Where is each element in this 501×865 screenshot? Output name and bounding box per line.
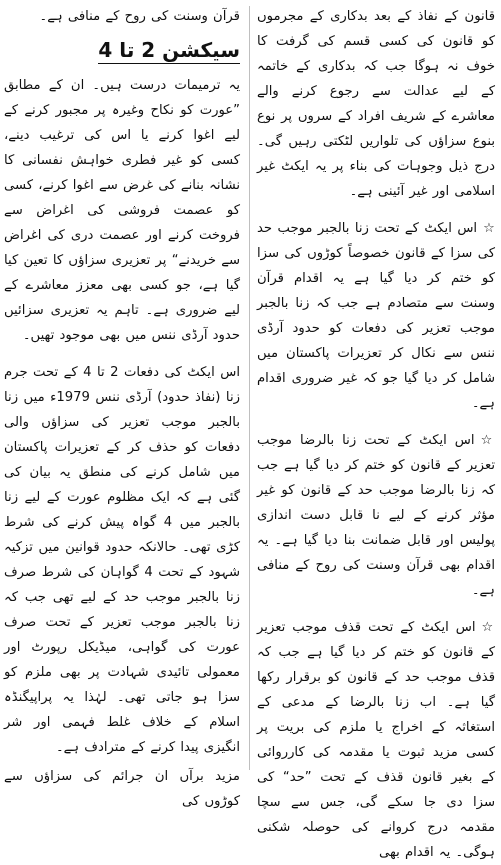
column-divider (249, 6, 250, 770)
paragraph-intro: قانون کے نفاذ کے بعد بدکاری کے مجرموں کو قانون کی کسی قسم کی گرفت کا خوف نہ ہوگا جب کہ بدکاری کے خاتمہ کے لیے عدالت سے رجوع کرنے والے معاشرے کے شریف افراد کے سروں پر نوع بنوع سزاؤں کی تلواریں لٹکتی رہیں گی۔ درج ذیل وجوہات کی بناء پر یہ ایکٹ غیر اسلامی اور غیر آئینی ہے۔ (257, 9, 495, 199)
paragraph-text: اس ایکٹ کے تحت زنا بالجبر موجب حد کی سزا کے قانون خصوصاً کوڑوں کی سزا کو ختم کر دیا گیا ہے یہ اقدام قرآن وسنت سے متصادم ہے جب کہ زنا بالجبر موجب تعزیر کی دفعات کو حدود آرڈی ننس سے نکال کر تعزیرات پاکستان میں شامل کر دیا گیا جو کہ غیر ضروری اقدام ہے۔ (257, 221, 495, 411)
section-heading-text: سیکشن 2 تا 4 (98, 38, 240, 62)
star-bullet-icon: ☆ (480, 433, 496, 448)
paragraph-bullet-2 (257, 428, 495, 603)
paragraph-sections: اس ایکٹ کی دفعات 2 تا 4 کے تحت جرم زنا (نفاذ حدود) آرڈی ننس 1979ء میں زنا بالجبر موجب تعزیر کی سزاؤں والی دفعات کو حذف کر کے تعزیرات پاکستان میں شامل کرنے کی منطق یہ بیان کی گئی ہے کہ ایک مظلوم عورت کے لیے زنا بالجبر میں 4 گواہ پیش کرنے کی شرط کڑی تھی۔ حالانکہ حدود قوانین میں تزکیہ شہود کے تحت 4 گواہان کی شرط صرف زنا بالجبر موجب حد کے لیے تھی جب کہ زنا بالجبر موجب تعزیر کے تحت صرف عورت کی گواہی، میڈیکل رپورٹ اور معمولی تائیدی شہادت پر بھی ملزم کو سزا ہو جاتی تھی۔ لہٰذا یہ پراپیگنڈہ اسلام کے خلاف غلط فہمی اور شر انگیزی پیدا کرنے کے مترادف ہے۔ (4, 365, 240, 755)
star-bullet-icon: ☆ (481, 620, 496, 635)
paragraph-bullet-3 (257, 615, 495, 865)
right-column (257, 4, 496, 860)
paragraph-text: اس ایکٹ کے تحت زنا بالرضا موجب تعزیر کے قانون کو ختم کر دیا گیا ہے جب کہ زنا بالرضا موجب حد کے قانون کو غیر مؤثر کرنے کے لیے نا قابل دست اندازی پولیس اور قابل ضمانت بنا دیا گیا ہے۔ یہ اقدام بھی قرآن وسنت کی روح کے منافی ہے۔ (257, 433, 495, 598)
paragraph-further: مزید برآں ان جرائم کی سزاؤں سے کوڑوں کی (4, 769, 240, 809)
paragraph-continuation: قرآن وسنت کی روح کے منافی ہے۔ (39, 9, 240, 24)
paragraph-text: اس ایکٹ کے تحت قذف موجب تعزیر کے قانون کو ختم کر دیا گیا ہے جب کہ قذف موجب حد کے قانون کو برقرار رکھا گیا ہے۔ اب زنا بالرضا کے مدعی کے استغاثہ کے اخراج یا ملزم کی بریت پر کسی مزید ثبوت یا مقدمہ کی کارروائی کے بغیر قانون قذف کے تحت ”حد“ کی سزا دی جا سکے گی، جس سے سچا مقدمہ درج کروانے کی حوصلہ شکنی ہوگی۔ یہ اقدام بھی (257, 620, 495, 860)
section-heading (4, 35, 240, 65)
star-bullet-icon: ☆ (483, 221, 495, 236)
paragraph-bullet-1 (257, 216, 495, 416)
paragraph-amendments: یہ ترمیمات درست ہیں۔ ان کے مطابق ”عورت کو نکاح وغیرہ پر مجبور کرنے کے لیے اغوا کرنے یا اس کی ترغیب دینے، کسی کو غیر فطری خواہش نفسانی کا نشانہ بنانے کی غرض سے اغوا کرنے، کسی کو عصمت فروشی کی اغراض سے فروخت کرنے اور عصمت دری کی اغراض سے خریدنے“ پر تعزیری سزاؤں کا تعین کیا گیا ہے، جو کسی بھی معزز معاشرے کے لیے ضروری ہے۔ تاہم یہ تعزیری سزائیں حدود آرڈی ننس میں بھی موجود تھیں۔ (4, 78, 240, 343)
left-column (4, 4, 240, 809)
